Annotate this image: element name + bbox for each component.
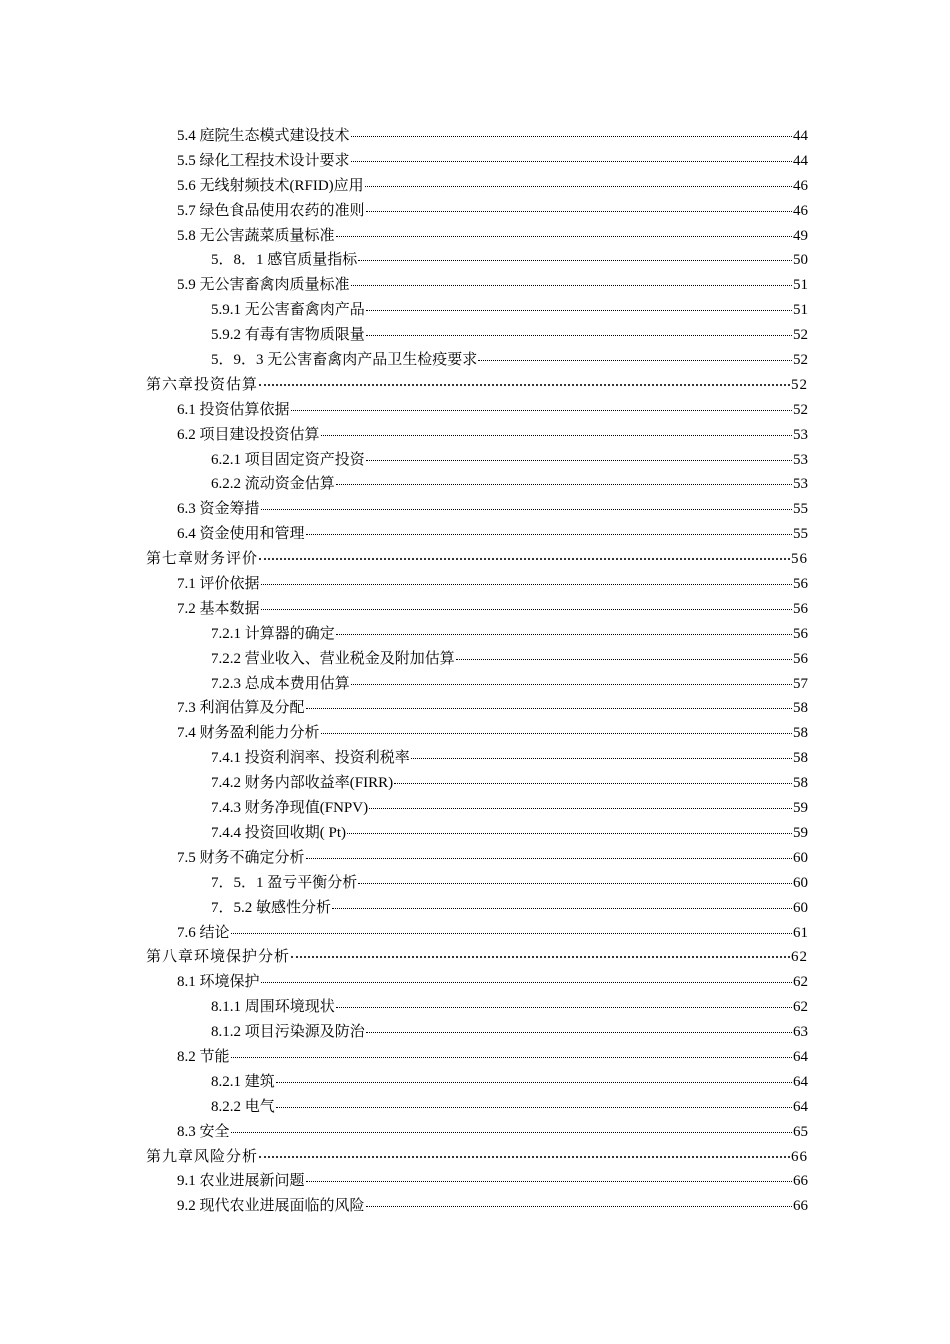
toc-page-number: 46 — [793, 177, 808, 194]
toc-entry-title: 7.4.2 财务内部收益率(FIRR) — [211, 775, 394, 792]
toc-dot-leader — [366, 1032, 792, 1033]
toc-entry-title: 8.3 安全 — [177, 1123, 230, 1140]
toc-page-number: 65 — [793, 1123, 808, 1140]
toc-entry[interactable] — [146, 721, 808, 746]
toc-page-number: 66 — [791, 1148, 808, 1165]
toc-entry-title: 6.2.1 项目固定资产投资 — [211, 451, 365, 468]
toc-entry-title: 8.1 环境保护 — [177, 974, 260, 991]
toc-entry-title: 8.2 节能 — [177, 1048, 230, 1065]
toc-dot-leader — [259, 1156, 790, 1158]
toc-page-number: 52 — [793, 327, 808, 344]
toc-entry-title: 5.5 绿化工程技术设计要求 — [177, 152, 350, 169]
toc-entry-title: 5.9 无公害畜禽肉质量标准 — [177, 277, 350, 294]
toc-dot-leader — [351, 161, 792, 162]
toc-entry-title: 7.5 财务不确定分析 — [177, 849, 305, 866]
table-of-contents — [146, 124, 808, 1219]
toc-entry[interactable] — [146, 472, 808, 497]
toc-page-number: 52 — [793, 352, 808, 369]
toc-page-number: 59 — [793, 824, 808, 841]
toc-page-number: 64 — [793, 1073, 808, 1090]
toc-entry[interactable] — [146, 273, 808, 298]
toc-entry[interactable] — [146, 896, 808, 921]
toc-dot-leader — [276, 1082, 792, 1083]
toc-entry[interactable] — [146, 522, 808, 547]
toc-entry-title: 5.8 无公害蔬菜质量标准 — [177, 227, 335, 244]
toc-page-number: 53 — [793, 426, 808, 443]
toc-entry[interactable] — [146, 995, 808, 1020]
toc-dot-leader — [321, 733, 792, 734]
toc-page-number: 62 — [793, 974, 808, 991]
toc-entry-title: 8.1.1 周围环境现状 — [211, 999, 335, 1016]
toc-dot-leader — [231, 1132, 792, 1133]
toc-entry[interactable] — [146, 398, 808, 423]
toc-dot-leader — [351, 136, 792, 137]
toc-page-number: 46 — [793, 202, 808, 219]
toc-dot-leader — [366, 335, 792, 336]
toc-page-number: 53 — [793, 476, 808, 493]
toc-entry[interactable] — [146, 622, 808, 647]
toc-entry-title: 6.1 投资估算依据 — [177, 401, 290, 418]
toc-entry[interactable] — [146, 647, 808, 672]
toc-dot-leader — [366, 460, 792, 461]
toc-page-number: 66 — [793, 1198, 808, 1215]
toc-page-number: 56 — [793, 576, 808, 593]
toc-entry-title: 5．8．1 感官质量指标 — [211, 252, 358, 269]
toc-entry-title: 第六章投资估算 — [146, 376, 259, 393]
toc-dot-leader — [306, 534, 792, 535]
toc-dot-leader — [291, 410, 792, 411]
toc-entry-title: 第九章风险分析 — [146, 1148, 259, 1165]
toc-page-number: 52 — [793, 401, 808, 418]
toc-dot-leader — [336, 236, 792, 237]
toc-dot-leader — [332, 908, 792, 909]
toc-dot-leader — [291, 956, 790, 958]
toc-dot-leader — [231, 933, 792, 934]
toc-entry-title: 9.2 现代农业进展面临的风险 — [177, 1198, 365, 1215]
toc-page-number: 50 — [793, 252, 808, 269]
toc-page-number: 58 — [793, 700, 808, 717]
toc-dot-leader — [358, 260, 792, 261]
toc-page-number: 60 — [793, 874, 808, 891]
toc-entry[interactable] — [146, 174, 808, 199]
toc-entry[interactable] — [146, 970, 808, 995]
toc-entry-title: 7.3 利润估算及分配 — [177, 700, 305, 717]
toc-page-number: 60 — [793, 849, 808, 866]
toc-entry-title: 6.2.2 流动资金估算 — [211, 476, 335, 493]
toc-entry[interactable] — [146, 696, 808, 721]
toc-chapter-entry[interactable] — [146, 945, 808, 970]
toc-dot-leader — [276, 1107, 792, 1108]
toc-entry[interactable] — [146, 771, 808, 796]
toc-entry-title: 7.2.3 总成本费用估算 — [211, 675, 350, 692]
toc-page-number: 64 — [793, 1048, 808, 1065]
toc-entry-title: 8.2.1 建筑 — [211, 1073, 275, 1090]
toc-page-number: 57 — [793, 675, 808, 692]
toc-entry[interactable] — [146, 1120, 808, 1145]
toc-page-number: 58 — [793, 725, 808, 742]
toc-page-number: 64 — [793, 1098, 808, 1115]
toc-entry-title: 7．5.2 敏感性分析 — [211, 899, 332, 916]
toc-entry-title: 7.4.3 财务净现值(FNPV) — [211, 800, 369, 817]
toc-dot-leader — [336, 634, 792, 635]
toc-entry[interactable] — [146, 597, 808, 622]
toc-dot-leader — [306, 1181, 792, 1182]
toc-entry[interactable] — [146, 1095, 808, 1120]
toc-entry[interactable] — [146, 248, 808, 273]
toc-entry-title: 5.6 无线射频技术(RFID)应用 — [177, 177, 364, 194]
toc-page-number: 56 — [793, 650, 808, 667]
toc-dot-leader — [259, 558, 790, 560]
toc-entry[interactable] — [146, 199, 808, 224]
toc-dot-leader — [336, 484, 792, 485]
toc-dot-leader — [347, 833, 792, 834]
toc-dot-leader — [411, 758, 792, 759]
toc-dot-leader — [351, 684, 792, 685]
toc-entry-title: 6.3 资金筹措 — [177, 501, 260, 518]
toc-entry-title: 8.1.2 项目污染源及防治 — [211, 1024, 365, 1041]
toc-dot-leader — [261, 609, 792, 610]
toc-dot-leader — [261, 584, 792, 585]
toc-chapter-entry[interactable] — [146, 547, 808, 572]
toc-page-number: 52 — [791, 376, 808, 393]
toc-entry[interactable] — [146, 124, 808, 149]
toc-page-number: 53 — [793, 451, 808, 468]
toc-page-number: 55 — [793, 501, 808, 518]
toc-dot-leader — [366, 1206, 792, 1207]
toc-dot-leader — [261, 982, 792, 983]
toc-entry-title: 7.4 财务盈利能力分析 — [177, 725, 320, 742]
toc-page-number: 49 — [793, 227, 808, 244]
toc-entry[interactable] — [146, 348, 808, 373]
toc-page-number: 58 — [793, 750, 808, 767]
toc-entry[interactable] — [146, 1194, 808, 1219]
toc-entry[interactable] — [146, 448, 808, 473]
toc-page-number: 60 — [793, 899, 808, 916]
toc-dot-leader — [369, 808, 792, 809]
toc-entry[interactable] — [146, 149, 808, 174]
toc-entry[interactable] — [146, 1169, 808, 1194]
toc-entry-title: 7.4.4 投资回收期( Pt) — [211, 824, 347, 841]
toc-entry-title: 8.2.2 电气 — [211, 1098, 275, 1115]
toc-chapter-entry[interactable] — [146, 373, 808, 398]
toc-page-number: 56 — [793, 600, 808, 617]
toc-page-number: 51 — [793, 302, 808, 319]
toc-entry-title: 7.2 基本数据 — [177, 600, 260, 617]
toc-entry-title: 5.9.1 无公害畜禽肉产品 — [211, 302, 365, 319]
toc-page-number: 51 — [793, 277, 808, 294]
toc-entry-title: 7.2.1 计算器的确定 — [211, 625, 335, 642]
toc-entry-title: 第八章环境保护分析 — [146, 949, 291, 966]
toc-entry[interactable] — [146, 1045, 808, 1070]
toc-page-number: 55 — [793, 526, 808, 543]
toc-dot-leader — [259, 384, 790, 386]
toc-chapter-entry[interactable] — [146, 1145, 808, 1170]
toc-dot-leader — [394, 783, 792, 784]
toc-dot-leader — [366, 211, 792, 212]
toc-entry-title: 7.4.1 投资利润率、投资利税率 — [211, 750, 410, 767]
toc-entry-title: 第七章财务评价 — [146, 551, 259, 568]
toc-entry-title: 9.1 农业进展新问题 — [177, 1173, 305, 1190]
toc-entry-title: 5.9.2 有毒有害物质限量 — [211, 327, 365, 344]
toc-dot-leader — [365, 186, 792, 187]
toc-dot-leader — [306, 708, 792, 709]
toc-entry[interactable] — [146, 871, 808, 896]
toc-entry[interactable] — [146, 796, 808, 821]
toc-page-number: 58 — [793, 775, 808, 792]
toc-page-number: 44 — [793, 128, 808, 144]
toc-entry[interactable] — [146, 846, 808, 871]
toc-dot-leader — [231, 1057, 792, 1058]
toc-page-number: 56 — [793, 625, 808, 642]
toc-entry[interactable] — [146, 1070, 808, 1095]
toc-entry[interactable] — [146, 224, 808, 249]
toc-dot-leader — [478, 360, 792, 361]
toc-page-number: 61 — [793, 924, 808, 941]
toc-entry-title: 7.6 结论 — [177, 924, 230, 941]
toc-entry-title: 7．5．1 盈亏平衡分析 — [211, 874, 358, 891]
toc-entry[interactable] — [146, 298, 808, 323]
toc-dot-leader — [351, 285, 792, 286]
toc-dot-leader — [366, 310, 792, 311]
toc-entry-title: 6.4 资金使用和管理 — [177, 526, 305, 543]
toc-entry-title: 7.2.2 营业收入、营业税金及附加估算 — [211, 650, 455, 667]
toc-entry[interactable] — [146, 423, 808, 448]
toc-page-number: 56 — [791, 551, 808, 568]
toc-page-number: 44 — [793, 152, 808, 169]
toc-page-number: 66 — [793, 1173, 808, 1190]
toc-entry[interactable] — [146, 672, 808, 697]
toc-entry[interactable] — [146, 323, 808, 348]
toc-entry-title: 6.2 项目建设投资估算 — [177, 426, 320, 443]
toc-dot-leader — [261, 509, 792, 510]
toc-entry-title: 5.7 绿色食品使用农药的准则 — [177, 202, 365, 219]
toc-dot-leader — [306, 858, 792, 859]
toc-entry-title: 5.4 庭院生态模式建设技术 — [177, 128, 350, 144]
toc-entry[interactable] — [146, 572, 808, 597]
toc-entry[interactable] — [146, 746, 808, 771]
toc-dot-leader — [358, 883, 792, 884]
toc-entry[interactable] — [146, 821, 808, 846]
toc-entry-title: 7.1 评价依据 — [177, 576, 260, 593]
toc-dot-leader — [456, 659, 792, 660]
toc-dot-leader — [336, 1007, 792, 1008]
toc-page-number: 63 — [793, 1024, 808, 1041]
toc-entry[interactable] — [146, 497, 808, 522]
toc-dot-leader — [321, 435, 792, 436]
toc-entry[interactable] — [146, 1020, 808, 1045]
toc-entry[interactable] — [146, 921, 808, 946]
toc-page-number: 59 — [793, 800, 808, 817]
toc-page-number: 62 — [793, 999, 808, 1016]
toc-entry-title: 5．9．3 无公害畜禽肉产品卫生检疫要求 — [211, 352, 478, 369]
toc-page-number: 62 — [791, 949, 808, 966]
